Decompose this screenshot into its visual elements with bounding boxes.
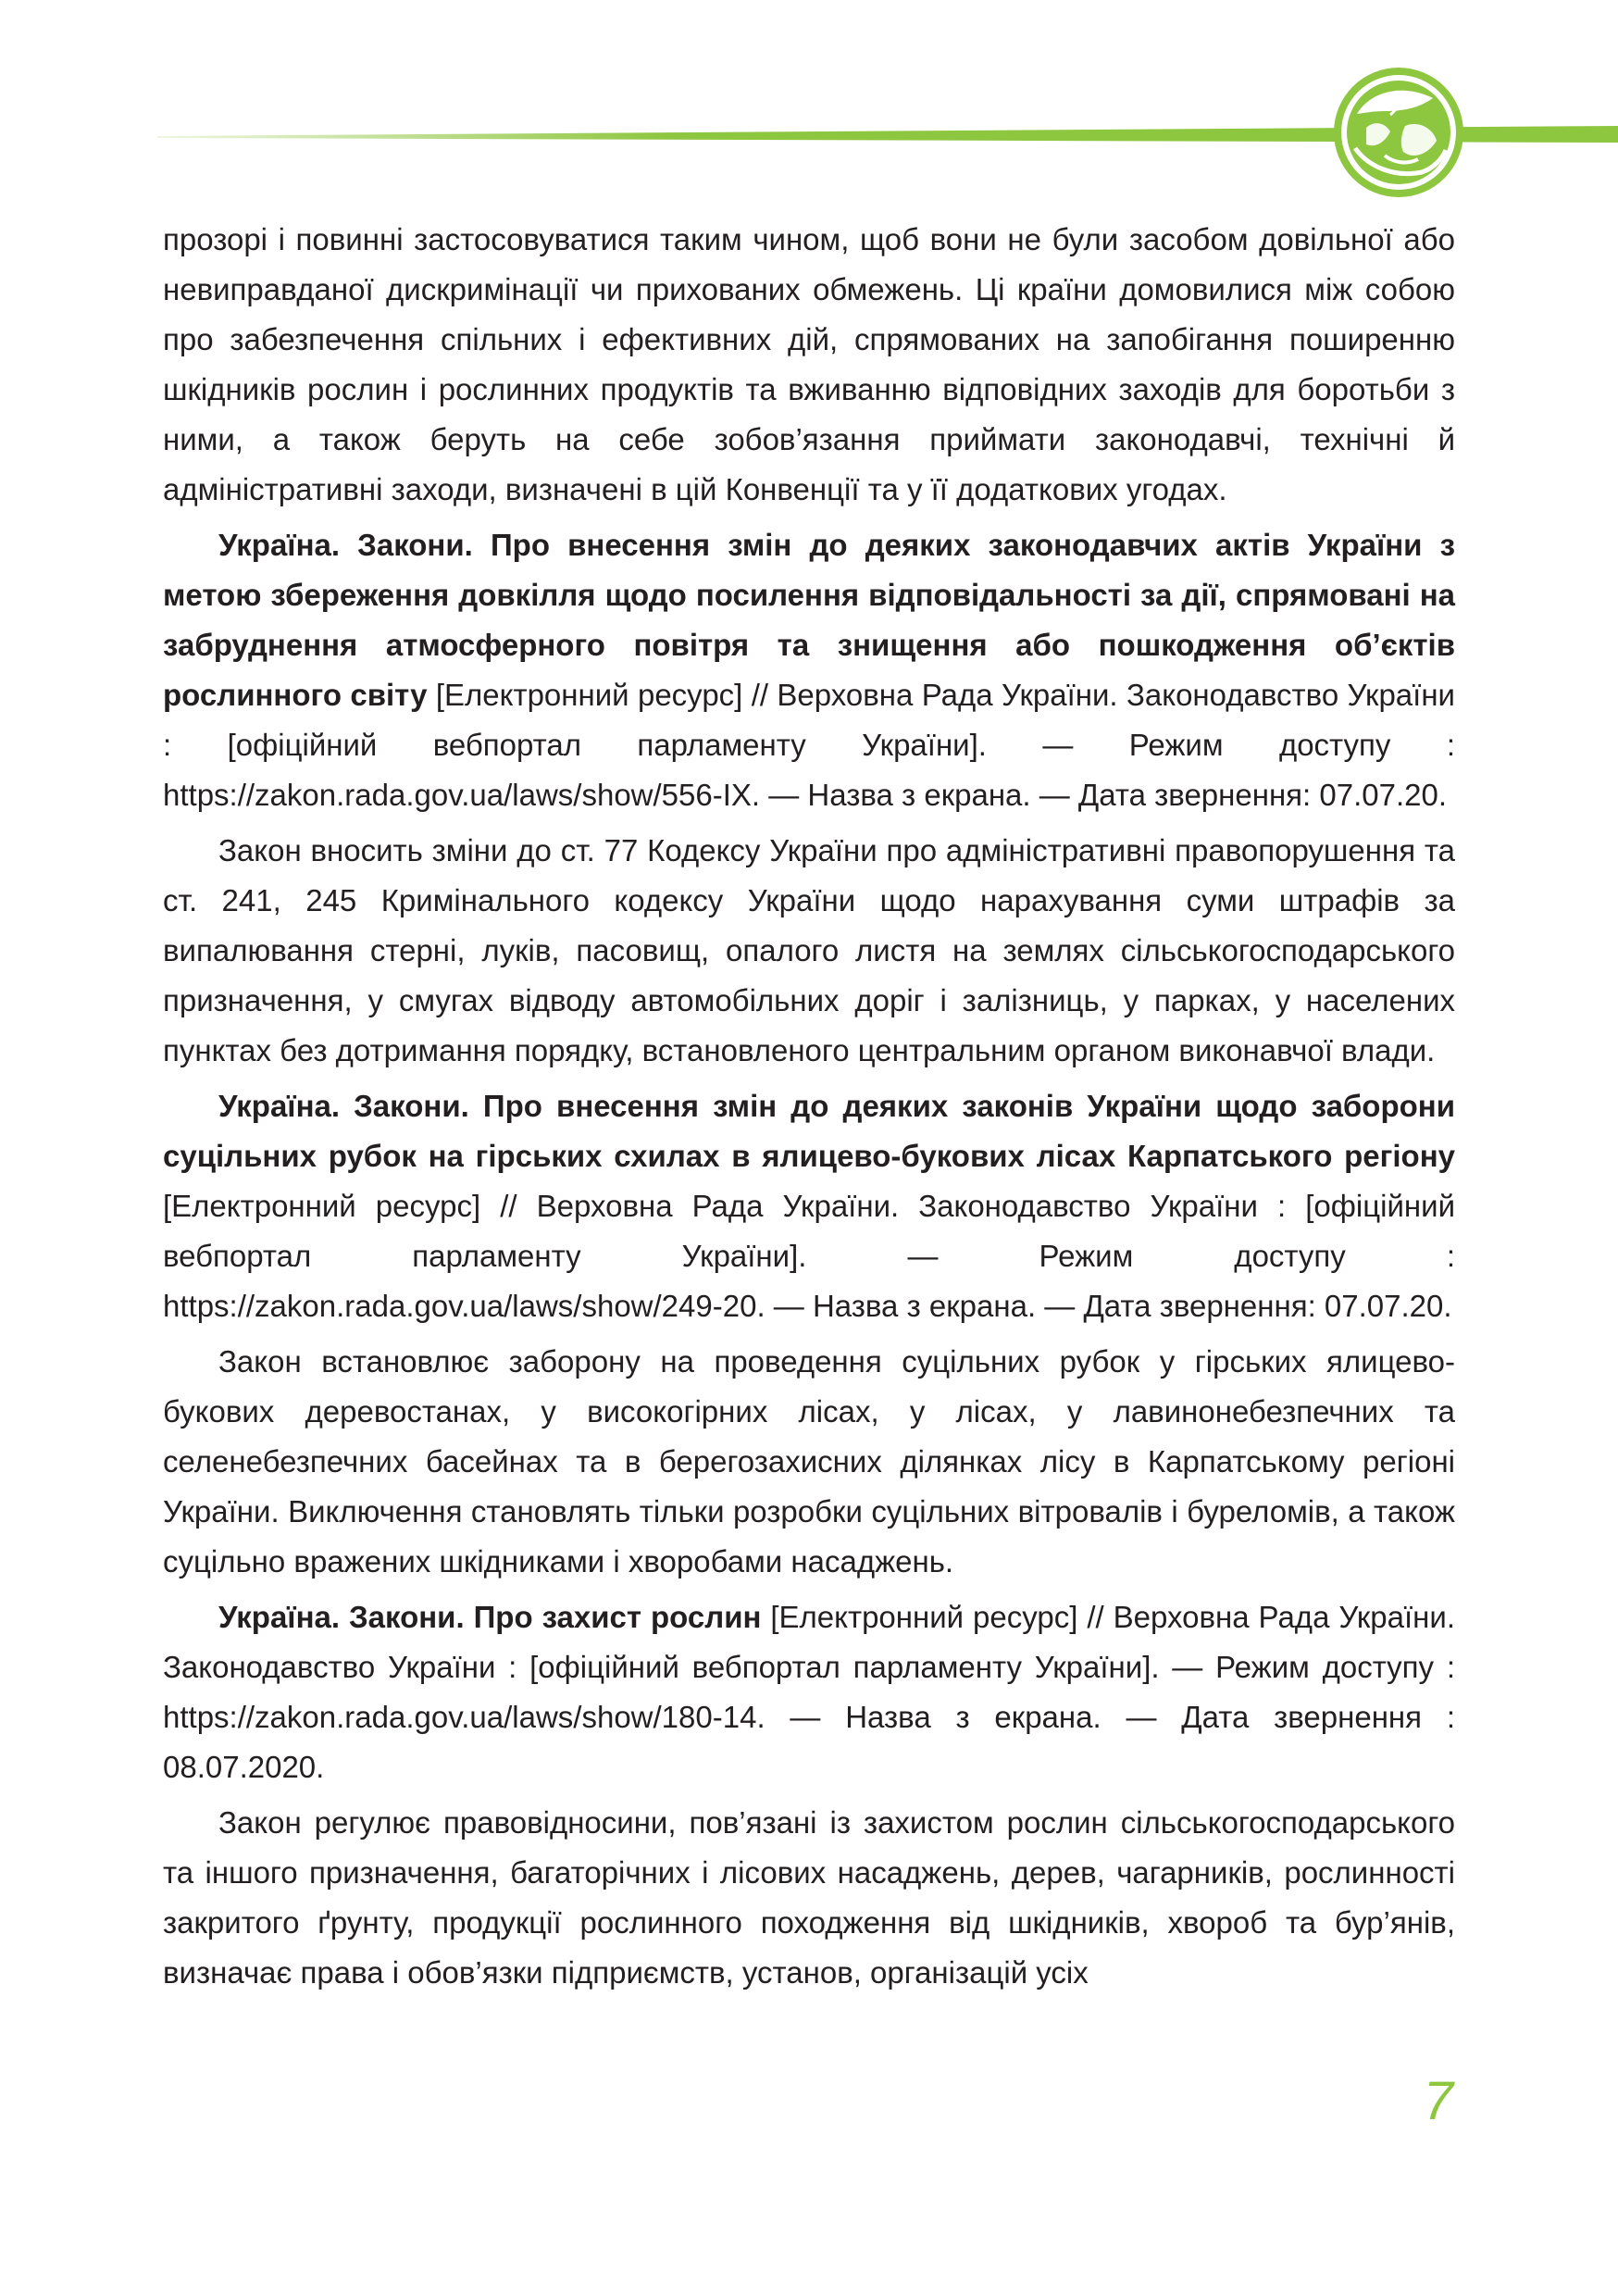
paragraph-text: прозорі і повинні застосовуватися таким чином, щоб вони не були засобом довільної або невиправданої дискримінації чи прихованих обмежень. Ці країни домовилися між собою про забезпечення спільних і ефективних дій, спрямованих на запобігання поширенню шкідників рослин і рослинних продуктів та вживанню відповідних заходів для боротьби з ними, а також беруть на себе зобов’язання приймати законодавчі, технічні й адміністративні заходи, визначені в цій Конвенції та у її додаткових угодах. <box>163 222 1455 506</box>
reference-title: Україна. Закони. Про внесення змін до деяких законодавчих актів України з метою збереження довкілля щодо посилення відповідальності за дії, спрямовані на забруднення атмосферного повітря та знищення або пошкодження об’єктів рослинного світу <box>163 528 1455 712</box>
reference-details: [Електронний ресурс] // Верховна Рада України. Законодавство України : [офіційний вебпортал парламенту України]. — Режим доступу : https://zakon.rada.gov.ua/laws/show/556-IX. — Назва з екрана. — Дата звернення: 07.07.20. <box>163 678 1455 812</box>
reference-entry-2 <box>163 1081 1455 1331</box>
page-body <box>163 215 1455 2003</box>
paragraph-text: Закон вносить зміни до ст. 77 Кодексу України про адміністративні правопорушення та ст. 241, 245 Кримінального кодексу України щодо нарахування суми штрафів за випалювання стерні, луків, пасовищ, опалого листя на землях сільськогосподарського призначення, у смугах відводу автомобільних доріг і залізниць, у парках, у населених пунктах без дотримання порядку, встановленого центральним органом виконавчої влади. <box>163 833 1455 1067</box>
reference-entry-3 <box>163 1592 1455 1792</box>
reference-entry-1 <box>163 520 1455 820</box>
reference-details: [Електронний ресурс] // Верховна Рада України. Законодавство України : [офіційний вебпортал парламенту України]. — Режим доступу : https://zakon.rada.gov.ua/laws/show/249-20. — Назва з екрана. — Дата звернення: 07.07.20. <box>163 1189 1455 1323</box>
annotation-3 <box>163 1798 1455 1998</box>
paragraph-1 <box>163 215 1455 515</box>
page-number: 7 <box>1423 2071 1453 2131</box>
reference-title: Україна. Закони. Про внесення змін до деяких законів України щодо заборони суцільних рубок на гірських схилах в ялицево-букових лісах Карпатського регіону <box>163 1089 1455 1173</box>
annotation-1 <box>163 826 1455 1076</box>
reference-title: Україна. Закони. Про захист рослин <box>218 1600 762 1634</box>
annotation-2 <box>163 1337 1455 1587</box>
paragraph-text: Закон встановлює заборону на проведення суцільних рубок у гірських ялицево-букових деревостанах, у високогірних лісах, у лісах, у лавинонебезпечних та селенебезпечних басейнах та в берегозахисних ділянках лісу в Карпатському регіоні України. Виключення становлять тільки розробки суцільних вітровалів і буреломів, а також суцільно вражених шкідниками і хворобами насаджень. <box>163 1344 1455 1578</box>
leaf-globe-hands-icon <box>1329 63 1468 202</box>
reference-details: [Електронний ресурс] // Верховна Рада України. Законодавство України : [офіційний вебпортал парламенту України]. — Режим доступу : https://zakon.rada.gov.ua/laws/show/180-14. — Назва з екрана. — Дата звернення : 08.07.2020. <box>163 1600 1455 1784</box>
paragraph-text: Закон регулює правовідносини, пов’язані із захистом рослин сільськогосподарського та іншого призначення, багаторічних і лісових насаджень, дерев, чагарників, рослинності закритого ґрунту, продукції рослинного походження від шкідників, хвороб та бур’янів, визначає права і обов’язки підприємств, установ, організацій усіх <box>163 1805 1455 1990</box>
